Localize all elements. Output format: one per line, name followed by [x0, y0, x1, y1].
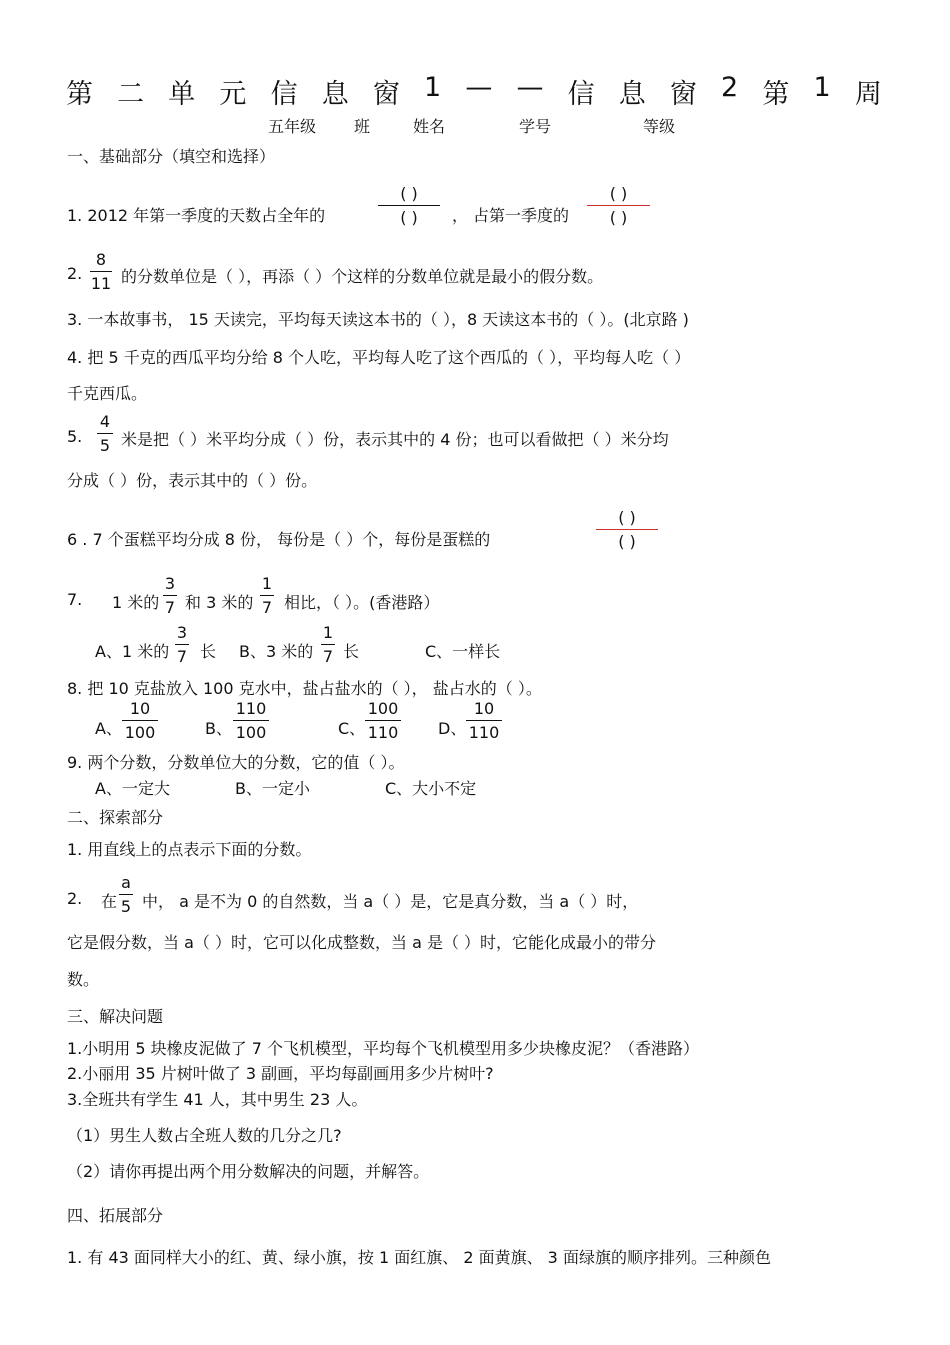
s2-q2-numerator: a	[121, 873, 131, 892]
q6-fraction-blank	[596, 510, 658, 550]
q1-frac2-numerator: ( )	[609, 184, 628, 203]
title-char: 窗	[372, 79, 400, 110]
title-char: 信	[567, 79, 595, 110]
title-char: 1	[423, 72, 442, 103]
q5-text-line2: 分成（ ）份，表示其中的（ ）份。	[67, 471, 318, 490]
title-char: —	[516, 72, 544, 103]
fraction-bar	[365, 720, 401, 721]
q7-option-c: C、一样长	[425, 642, 501, 661]
q1-fraction-blank-1	[378, 186, 440, 226]
q7-frac2-numerator: 1	[261, 574, 273, 593]
q1-text-b: 占第一季度的	[473, 206, 570, 225]
fraction-bar-red	[596, 529, 658, 530]
q1-comma: ，	[452, 206, 469, 225]
q4-text-line2: 千克西瓜。	[67, 384, 148, 403]
level-label: 等级	[643, 117, 676, 136]
title-char: 1	[813, 72, 831, 103]
q7-text-1: 1 米的	[112, 593, 160, 612]
q6-numerator: ( )	[618, 508, 636, 527]
q3-text: 3. 一本故事书， 15 天读完，平均每天读这本书的（ ），8 天读这本书的（ ）。(北京路 )	[67, 310, 689, 329]
title-char: —	[465, 72, 493, 103]
s2-q2-text-2: 中， a 是不为 0 的自然数，当 a（ ）是，它是真分数，当 a（ ）时，	[142, 892, 639, 911]
s2-q2-denominator: 5	[120, 897, 132, 916]
q7-optb-denominator: 7	[322, 647, 334, 666]
q5-denominator: 5	[99, 436, 111, 455]
q7-option-a-fraction	[175, 625, 189, 665]
s3-q1-text: 1.小明用 5 块橡皮泥做了 7 个飞机模型，平均每个飞机模型用多少块橡皮泥？（香港路）	[67, 1039, 699, 1058]
s4-q1-text: 1. 有 43 面同样大小的红、黄、绿小旗，按 1 面红旗、 2 面黄旗、 3 面绿旗的顺序排列。三种颜色	[67, 1248, 771, 1267]
title-char: 窗	[669, 79, 697, 110]
fraction-bar-red	[587, 205, 650, 206]
q7-opta-denominator: 7	[176, 647, 188, 666]
fraction-bar	[233, 720, 269, 721]
q8-option-c-label: C、	[338, 719, 366, 738]
q8-option-a-fraction	[122, 701, 158, 741]
q1-frac1-denominator: ( )	[400, 208, 418, 227]
s3-q3-sub2: （2）请你再提出两个用分数解决的问题，并解答。	[67, 1162, 430, 1181]
fraction-bar	[260, 595, 274, 596]
s2-q2-number: 2.	[67, 889, 83, 908]
q7-text-2: 和 3 米的	[185, 593, 254, 612]
q8-optb-denominator: 100	[235, 723, 267, 742]
q7-frac1-numerator: 3	[164, 574, 176, 593]
q8-optc-denominator: 110	[367, 723, 399, 742]
title-char: 息	[321, 79, 349, 110]
s3-q3-text: 3.全班共有学生 41 人，其中男生 23 人。	[67, 1090, 368, 1109]
q2-text: 的分数单位是（ ），再添（ ）个这样的分数单位就是最小的假分数。	[121, 267, 604, 286]
q6-denominator: ( )	[618, 532, 636, 551]
s3-q3-sub1: （1）男生人数占全班人数的几分之几?	[67, 1126, 342, 1145]
q7-option-b-text: B、3 米的	[239, 642, 314, 661]
section-heading-problems: 三、解决问题	[67, 1007, 164, 1026]
q8-option-d-fraction	[466, 701, 502, 741]
fraction-bar	[122, 720, 158, 721]
section-heading-basic: 一、基础部分（填空和选择）	[67, 147, 276, 166]
q8-opta-numerator: 10	[129, 699, 151, 718]
s2-q1-text: 1. 用直线上的点表示下面的分数。	[67, 840, 312, 859]
q7-fraction-1	[163, 576, 177, 616]
q7-frac2-denominator: 7	[261, 598, 273, 617]
grade-label: 五年级	[268, 117, 317, 136]
q7-fraction-2	[260, 576, 274, 616]
q7-text-3: 相比，（ ）。(香港路）	[284, 593, 440, 612]
name-label: 姓名	[413, 117, 446, 136]
q8-optc-numerator: 100	[367, 699, 399, 718]
q2-fraction	[90, 252, 112, 292]
q7-opta-numerator: 3	[176, 623, 188, 642]
q1-fraction-blank-2	[587, 186, 650, 226]
title-char: 息	[618, 79, 646, 110]
title-char: 第	[66, 79, 93, 110]
q9-option-c: C、大小不定	[385, 779, 477, 798]
q7-number: 7.	[67, 590, 83, 609]
q7-frac1-denominator: 7	[164, 598, 176, 617]
q8-optd-denominator: 110	[468, 723, 500, 742]
fraction-bar	[175, 644, 189, 645]
q5-fraction	[97, 414, 113, 454]
section-heading-extension: 四、拓展部分	[67, 1206, 164, 1225]
q8-option-d-label: D、	[438, 719, 467, 738]
q8-option-c-fraction	[365, 701, 401, 741]
q4-text-line1: 4. 把 5 千克的西瓜平均分给 8 个人吃，平均每人吃了这个西瓜的（ ），平均每人吃（ ）	[67, 348, 691, 367]
title-char: 2	[721, 72, 739, 103]
q8-option-a-label: A、	[95, 719, 122, 738]
q9-text: 9. 两个分数，分数单位大的分数，它的值（ ）。	[67, 753, 405, 772]
q7-option-b-fraction	[321, 625, 335, 665]
q7-option-b-suffix: 长	[343, 642, 360, 661]
q8-optd-numerator: 10	[473, 699, 495, 718]
s2-q2-fraction	[119, 875, 133, 915]
s2-q2-text-1: 在	[101, 892, 118, 911]
fraction-bar	[378, 205, 440, 206]
fraction-bar	[90, 271, 112, 272]
page-title	[66, 72, 882, 111]
q7-option-a-text: A、1 米的	[95, 642, 170, 661]
title-char: 信	[270, 79, 298, 110]
fraction-bar	[97, 433, 113, 434]
q2-number: 2.	[67, 264, 83, 283]
q2-denominator: 11	[90, 274, 112, 293]
class-label: 班	[354, 117, 371, 136]
q1-frac1-numerator: ( )	[400, 184, 418, 203]
q8-opta-denominator: 100	[124, 723, 156, 742]
fraction-bar	[321, 644, 335, 645]
q8-option-b-label: B、	[205, 719, 232, 738]
q7-optb-numerator: 1	[322, 623, 334, 642]
q7-option-a-suffix: 长	[200, 642, 217, 661]
q1-text-a: 1. 2012 年第一季度的天数占全年的	[67, 206, 326, 225]
q5-text-line1: 米是把（ ）米平均分成（ ）份，表示其中的 4 份；也可以看做把（ ）米分均	[121, 430, 669, 449]
title-char: 二	[117, 79, 145, 110]
q9-option-a: A、一定大	[95, 779, 170, 798]
q1-frac2-denominator: ( )	[609, 208, 628, 227]
q6-text: 6 . 7 个蛋糕平均分成 8 份， 每份是（ ）个，每份是蛋糕的	[67, 530, 491, 549]
title-char: 周	[854, 79, 882, 110]
q8-text: 8. 把 10 克盐放入 100 克水中，盐占盐水的（ ）， 盐占水的（ ）。	[67, 679, 542, 698]
s2-q2-text-3: 它是假分数，当 a（ ）时，它可以化成整数，当 a 是（ ）时，它能化成最小的带分	[67, 933, 657, 952]
q5-number: 5.	[67, 427, 83, 446]
fraction-bar	[119, 894, 133, 895]
s2-q2-text-4: 数。	[67, 970, 100, 989]
title-char: 元	[219, 79, 247, 110]
fraction-bar	[466, 720, 502, 721]
fraction-bar	[163, 595, 177, 596]
q9-option-b: B、一定小	[235, 779, 310, 798]
s3-q2-text: 2.小丽用 35 片树叶做了 3 副画，平均每副画用多少片树叶?	[67, 1064, 494, 1083]
q8-option-b-fraction	[233, 701, 269, 741]
student-id-label: 学号	[519, 117, 552, 136]
q8-optb-numerator: 110	[235, 699, 267, 718]
q2-numerator: 8	[95, 250, 107, 269]
q5-numerator: 4	[99, 412, 111, 431]
title-char: 第	[762, 79, 790, 110]
title-char: 单	[168, 79, 196, 110]
section-heading-explore: 二、探索部分	[67, 808, 164, 827]
